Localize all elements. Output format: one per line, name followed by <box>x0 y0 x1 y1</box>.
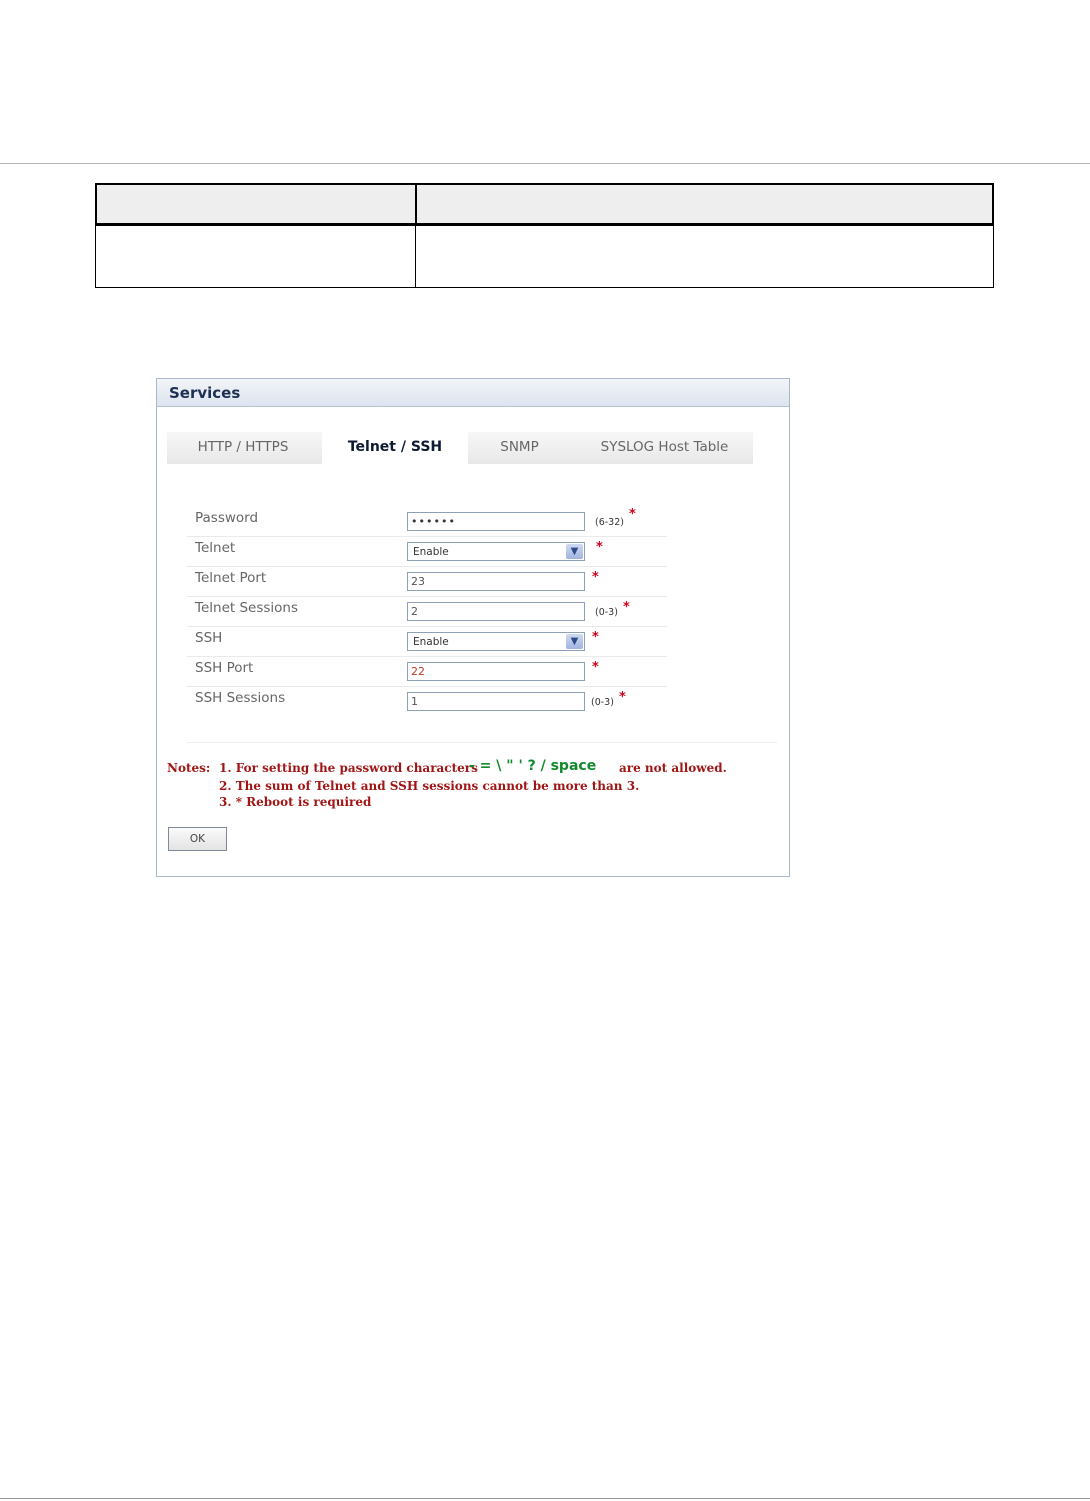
telnet-select-value: Enable <box>413 546 449 558</box>
form-row-telnet-port <box>187 567 667 597</box>
chevron-down-icon[interactable]: ▼ <box>566 634 583 649</box>
required-star: * <box>629 507 636 522</box>
telnet-select[interactable] <box>407 542 585 561</box>
note-line-1-suffix: are not allowed. <box>619 761 727 775</box>
panel-title: Services <box>169 384 241 402</box>
tab-telnet-ssh[interactable]: Telnet / SSH <box>322 432 468 464</box>
ssh-label: SSH <box>195 630 223 646</box>
telnet-label: Telnet <box>195 540 236 556</box>
ssh-port-label: SSH Port <box>195 660 254 676</box>
telnet-ssh-form <box>187 507 783 747</box>
note-line-2: 2. The sum of Telnet and SSH sessions cannot be more than 3. <box>219 779 640 793</box>
form-row-ssh <box>187 627 667 657</box>
form-row-telnet <box>187 537 667 567</box>
required-star: * <box>592 630 599 645</box>
ssh-sessions-input[interactable]: 1 <box>407 692 585 711</box>
ssh-port-input[interactable]: 22 <box>407 662 585 681</box>
ssh-sessions-hint: (0-3) <box>591 697 614 708</box>
notes-section <box>167 759 777 819</box>
telnet-port-input[interactable]: 23 <box>407 572 585 591</box>
ssh-select-value: Enable <box>413 636 449 648</box>
tab-snmp[interactable]: SNMP <box>500 439 539 455</box>
form-row-telnet-sessions <box>187 597 667 627</box>
ssh-sessions-label: SSH Sessions <box>195 690 286 706</box>
form-row-ssh-sessions <box>187 687 667 717</box>
note-line-1: 1. For setting the password characters <box>219 761 478 775</box>
required-star: * <box>592 570 599 585</box>
header-rule <box>0 163 1090 164</box>
column-divider <box>415 185 417 223</box>
note-forbidden-chars: - = \ " ' ? / space <box>469 758 597 774</box>
required-star: * <box>596 540 603 555</box>
column-divider <box>415 226 416 287</box>
tab-syslog-host-table[interactable]: SYSLOG Host Table <box>600 439 729 455</box>
required-star: * <box>623 600 630 615</box>
ok-button[interactable]: OK <box>168 827 227 851</box>
ssh-select[interactable] <box>407 632 585 651</box>
password-input[interactable]: •••••• <box>407 512 585 531</box>
telnet-port-label: Telnet Port <box>195 570 267 586</box>
required-star: * <box>592 660 599 675</box>
panel-header <box>157 379 789 407</box>
tab-http-https[interactable]: HTTP / HTTPS <box>197 439 289 455</box>
telnet-sessions-label: Telnet Sessions <box>195 600 298 616</box>
password-hint: (6-32) <box>595 517 624 528</box>
password-label: Password <box>195 510 259 526</box>
services-panel <box>156 378 790 877</box>
notes-label: Notes: <box>167 761 211 775</box>
form-row-ssh-port <box>187 657 667 687</box>
chevron-down-icon[interactable]: ▼ <box>566 544 583 559</box>
document-table-header <box>95 183 994 225</box>
form-row-password <box>187 507 667 537</box>
telnet-sessions-hint: (0-3) <box>595 607 618 618</box>
footer-rule <box>0 1498 1090 1499</box>
document-table <box>95 183 994 288</box>
required-star: * <box>619 690 626 705</box>
document-table-row <box>95 225 994 288</box>
form-divider <box>187 742 777 743</box>
telnet-sessions-input[interactable]: 2 <box>407 602 585 621</box>
note-line-3: 3. * Reboot is required <box>219 795 372 809</box>
